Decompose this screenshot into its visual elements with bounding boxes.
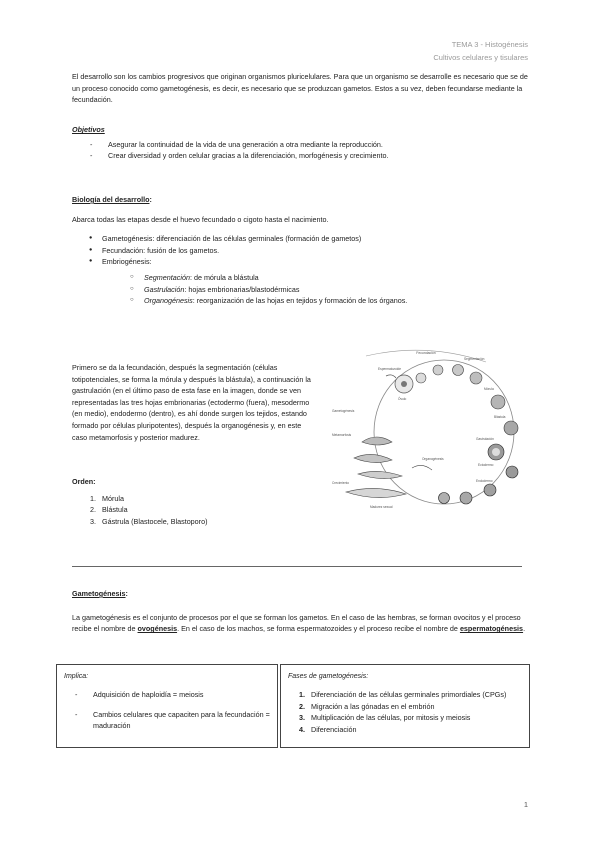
sub-term: Organogénesis bbox=[144, 296, 193, 306]
label-ovulo: Óvulo bbox=[398, 397, 407, 401]
item-number: 1. bbox=[299, 690, 305, 699]
heading-colon: : bbox=[149, 195, 152, 204]
implica-list bbox=[57, 689, 271, 732]
item-number: 4. bbox=[299, 724, 305, 734]
biologia-section bbox=[72, 194, 528, 307]
sub-desc: : de mórula a blástula bbox=[189, 272, 259, 282]
label-gastrulacion: Gastrulación bbox=[476, 437, 494, 441]
page-header bbox=[433, 38, 528, 64]
biologia-heading-line bbox=[72, 194, 528, 206]
list-item: ● Gametogénesis: diferenciación de las células germinales (formación de gametos) bbox=[72, 233, 528, 245]
biologia-intro: Abarca todas las etapas desde el huevo fecundado o cigoto hasta el nacimiento. bbox=[72, 214, 329, 224]
item-label: Gástrula (Blastocele, Blastoporo) bbox=[102, 516, 208, 526]
item-number: 3. bbox=[299, 713, 305, 723]
sub-term: Gastrulación bbox=[144, 284, 185, 294]
list-item bbox=[281, 701, 525, 713]
list-item bbox=[72, 284, 528, 296]
heading-colon: : bbox=[125, 589, 128, 598]
stage-cell bbox=[453, 365, 464, 376]
page-number: 1 bbox=[523, 800, 528, 809]
egg-nucleus-shape bbox=[401, 381, 407, 387]
gametogenesis-paragraph bbox=[72, 612, 528, 635]
text-fragment: . bbox=[523, 624, 526, 634]
list-item bbox=[72, 295, 528, 307]
biologia-heading: Biología del desarrollo bbox=[72, 195, 150, 204]
implica-title: Implica: bbox=[64, 673, 89, 680]
cycle-paragraph: Primero se da la fecundación, después la segmentación (células totipotenciales, se forma la mórula y después la blástula), a continuación la gastrulación (en el último paso de esta fase en la imagen, donde se ven representadas las tres hojas embrionarias (ectodermo (fuera), mesodermo (en medio), endodermo (dentro), es ahí donde surgen los tejidos, estando formado por células pluripotentes), después la organogénesis y, en este caso metamorfosis y posterior madurez. bbox=[72, 363, 311, 442]
list-item: - Asegurar la continuidad de la vida de una generación a otra mediante la reproducción. bbox=[72, 139, 528, 151]
label-gametogenesis: Gametogénesis bbox=[332, 409, 355, 413]
list-item bbox=[281, 724, 525, 736]
label-organogenesis: Organogénesis bbox=[422, 457, 444, 461]
label-metamorfosis: Metamorfosis bbox=[332, 433, 352, 437]
stage-cell bbox=[504, 421, 518, 435]
header-topic: TEMA 3 - Histogénesis bbox=[451, 40, 528, 49]
gametogenesis-heading-line bbox=[72, 588, 528, 600]
list-item: ● Fecundación: fusión de los gametos. bbox=[72, 245, 528, 257]
label-madurez: Madurez sexual bbox=[370, 505, 393, 509]
sub-desc: : reorganización de las hojas en tejidos y formación de los órganos. bbox=[192, 296, 408, 306]
header-subject: Cultivos celulares y tisulares bbox=[433, 53, 528, 62]
stage-cell bbox=[506, 466, 518, 478]
larva-shape bbox=[362, 437, 392, 445]
sub-desc: : hojas embrionarias/blastodérmicas bbox=[184, 284, 300, 294]
stage-cell bbox=[433, 365, 443, 375]
larva-shape bbox=[358, 471, 402, 478]
list-item bbox=[281, 712, 525, 724]
intro-paragraph: El desarrollo son los cambios progresivos que originan organismos pluricelulares. Para que un organismo se desarrolle es necesario que se de un proceso conocido como gametogénesis, es decir, es necesario que se produzcan gametos. Estos a su vez, deben fecundarse mediante la fecundación. bbox=[72, 72, 528, 105]
item-label: Blástula bbox=[102, 505, 128, 515]
item-label: Migración a las gónadas en el embrión bbox=[311, 701, 435, 711]
text-fragment: . En el caso de los machos, se forma espermatozoides y el proceso recibe el nombre de bbox=[177, 624, 460, 634]
item-label: Diferenciación bbox=[311, 724, 357, 734]
developmental-cycle-figure bbox=[326, 348, 526, 518]
orden-list bbox=[72, 493, 316, 528]
label-crecimiento: Crecimiento bbox=[332, 481, 350, 485]
label-endodermo: Endodermo bbox=[476, 479, 493, 483]
biologia-bullets bbox=[72, 233, 528, 268]
objetivos-heading: Objetivos bbox=[72, 125, 105, 134]
item-number: 2. bbox=[90, 505, 96, 515]
adult-shape bbox=[346, 488, 406, 497]
text-fragment: La gametogénesis es el conjunto de procesos por el que se forman los gametos. En el caso de las hembras, se forman ovocitos y el proceso recibe el nombre de bbox=[72, 612, 521, 634]
stage-cell bbox=[439, 493, 450, 504]
sperm-shape bbox=[386, 375, 396, 378]
label-blastula: Blástula bbox=[494, 415, 506, 419]
list-item: - Cambios celulares que capaciten para la fecundación = maduración bbox=[57, 709, 271, 732]
item-label: Diferenciación de las células germinales primordiales (CPGs) bbox=[311, 690, 507, 699]
larva-shape bbox=[354, 454, 392, 462]
stage-cell bbox=[416, 373, 426, 383]
item-label: Mórula bbox=[102, 493, 124, 503]
stage-cell bbox=[460, 492, 472, 504]
item-number: 3. bbox=[90, 516, 96, 526]
embryo-shape bbox=[412, 465, 432, 470]
orden-heading: Orden: bbox=[72, 477, 96, 486]
section-divider bbox=[72, 566, 522, 567]
list-item bbox=[281, 689, 525, 701]
objetivos-list bbox=[72, 139, 528, 162]
label-espermatozoide: Espermatozoide bbox=[378, 367, 402, 371]
term-espermatogenesis: espermatogénesis bbox=[459, 624, 524, 634]
sub-term: Segmentación bbox=[144, 272, 190, 282]
list-item: - Crear diversidad y orden celular gracias a la diferenciación, morfogénesis y crecimiento. bbox=[72, 150, 528, 162]
fases-box bbox=[280, 664, 530, 748]
item-number: 1. bbox=[90, 493, 96, 503]
stage-cell bbox=[484, 484, 496, 496]
objetivos-section bbox=[72, 124, 528, 162]
gametogenesis-section bbox=[72, 588, 528, 635]
term-ovogenesis: ovogénesis bbox=[137, 624, 178, 634]
fases-title: Fases de gametogénesis: bbox=[288, 673, 369, 680]
label-morula: Mórula bbox=[484, 387, 494, 391]
label-ectodermo: Ectodermo bbox=[478, 463, 494, 467]
item-number: 2. bbox=[299, 701, 305, 711]
list-item bbox=[72, 504, 316, 516]
list-item bbox=[72, 493, 316, 505]
stage-cell bbox=[470, 372, 482, 384]
stage-cell-inner bbox=[492, 448, 500, 456]
embriogenesis-sublist bbox=[72, 272, 528, 307]
gametogenesis-heading: Gametogénesis bbox=[72, 589, 126, 598]
list-item: - Adquisición de haploidía = meiosis bbox=[57, 689, 271, 701]
implica-box bbox=[56, 664, 278, 748]
list-item: ● Embriogénesis: bbox=[72, 256, 528, 268]
label-fecundacion: Fecundación bbox=[416, 351, 436, 355]
list-item bbox=[72, 272, 528, 284]
orden-section bbox=[72, 476, 316, 527]
item-label: Multiplicación de las células, por mitosis y meiosis bbox=[311, 713, 471, 723]
stage-cell bbox=[491, 395, 505, 409]
fases-list bbox=[281, 689, 525, 735]
label-segmentacion: Segmentación bbox=[464, 357, 485, 361]
list-item bbox=[72, 516, 316, 528]
